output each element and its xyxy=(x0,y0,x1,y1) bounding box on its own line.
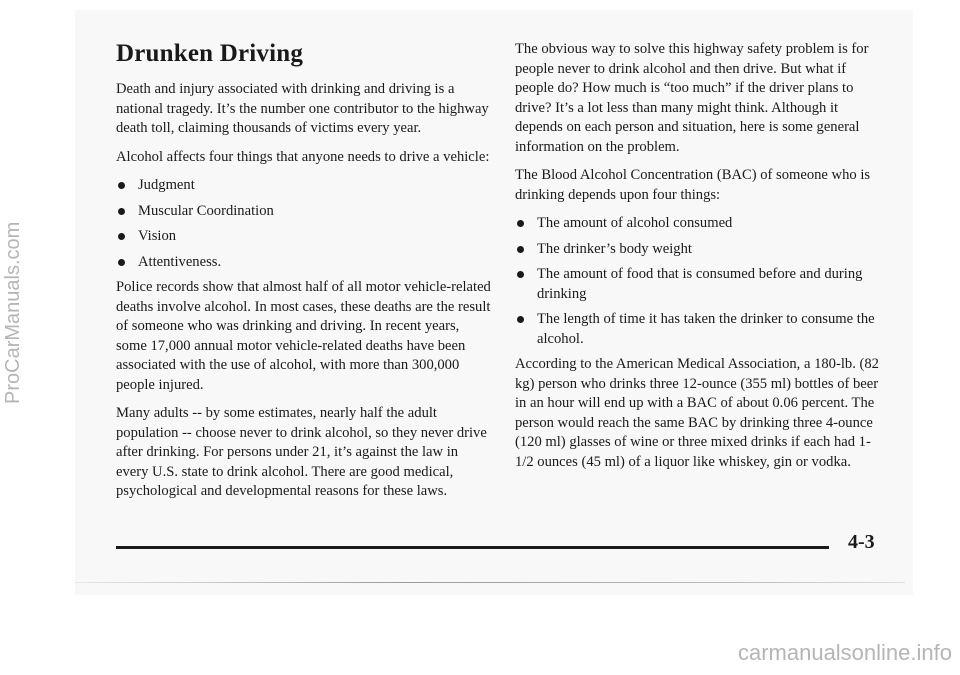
list-item: Muscular Coordination xyxy=(116,202,491,222)
bullet-icon xyxy=(118,259,125,266)
list-item: The length of time it has taken the drinker to consume the alcohol. xyxy=(515,310,885,349)
bullet-icon xyxy=(517,246,524,253)
list-item: Attentiveness. xyxy=(116,253,491,273)
list-item: Judgment xyxy=(116,176,491,196)
left-column xyxy=(116,40,491,511)
bullet-icon xyxy=(118,233,125,240)
bac-intro-paragraph: The Blood Alcohol Concentration (BAC) of someone who is drinking depends upon four things: xyxy=(515,167,871,203)
bullet-icon xyxy=(517,271,524,278)
bullet-icon xyxy=(118,208,125,215)
bac-list xyxy=(515,214,885,349)
bullet-icon xyxy=(517,220,524,227)
list-item: The drinker’s body weight xyxy=(515,240,885,260)
affects-list xyxy=(116,176,491,272)
obvious-way-paragraph: The obvious way to solve this highway safety problem is for people never to drink alcohol and then drive. But what if people do? How much is “too much” if the driver plans to drive? It’s a lot less than many might think. Although it depends on each person and situation, here is some general information on the problem. xyxy=(515,41,869,155)
bullet-icon xyxy=(118,182,125,189)
ama-paragraph: According to the American Medical Association, a 180-lb. (82 kg) person who drinks three 12-ounce (355 ml) bottles of beer in an hour will end up with a BAC of about 0.06 percent. The person would reach the same BAC by drinking three 4-ounce (120 ml) glasses of wine or three mixed drinks if each had 1-1/2 ounces (45 ml) of a liquor like whiskey, gin or vodka. xyxy=(515,356,879,470)
footer-rule xyxy=(116,546,829,549)
side-watermark: ProCarManuals.com xyxy=(2,221,24,404)
list-item: The amount of alcohol consumed xyxy=(515,214,885,234)
bullet-icon xyxy=(517,316,524,323)
right-column xyxy=(515,40,885,481)
many-adults-paragraph: Many adults -- by some estimates, nearly half the adult population -- choose never to drink alcohol, so they never drive after drinking. For persons under 21, it’s against the law in every U.S. state to drink alcohol. There are good medical, psychological and developmental reasons for these laws. xyxy=(116,405,487,499)
list-item: Vision xyxy=(116,227,491,247)
bottom-watermark: carmanualsonline.info xyxy=(737,640,952,665)
page-number: 4-3 xyxy=(848,531,875,553)
affects-intro-paragraph: Alcohol affects four things that anyone needs to drive a vehicle: xyxy=(116,148,490,165)
section-title: Drunken Driving xyxy=(116,40,304,67)
police-records-paragraph: Police records show that almost half of all motor vehicle-related deaths involve alcohol. In most cases, these deaths are the result of someone who was drinking and driving. In recent years, some 17,000 annual motor vehicle-related deaths have been associated with the use of alcohol, with more than 300,000 people injured. xyxy=(116,279,491,393)
intro-paragraph: Death and injury associated with drinking and driving is a national tragedy. It’s the number one contributor to the highway death toll, claiming thousands of victims every year. xyxy=(116,81,489,136)
list-item: The amount of food that is consumed before and during drinking xyxy=(515,265,885,304)
bottom-divider xyxy=(75,582,905,583)
